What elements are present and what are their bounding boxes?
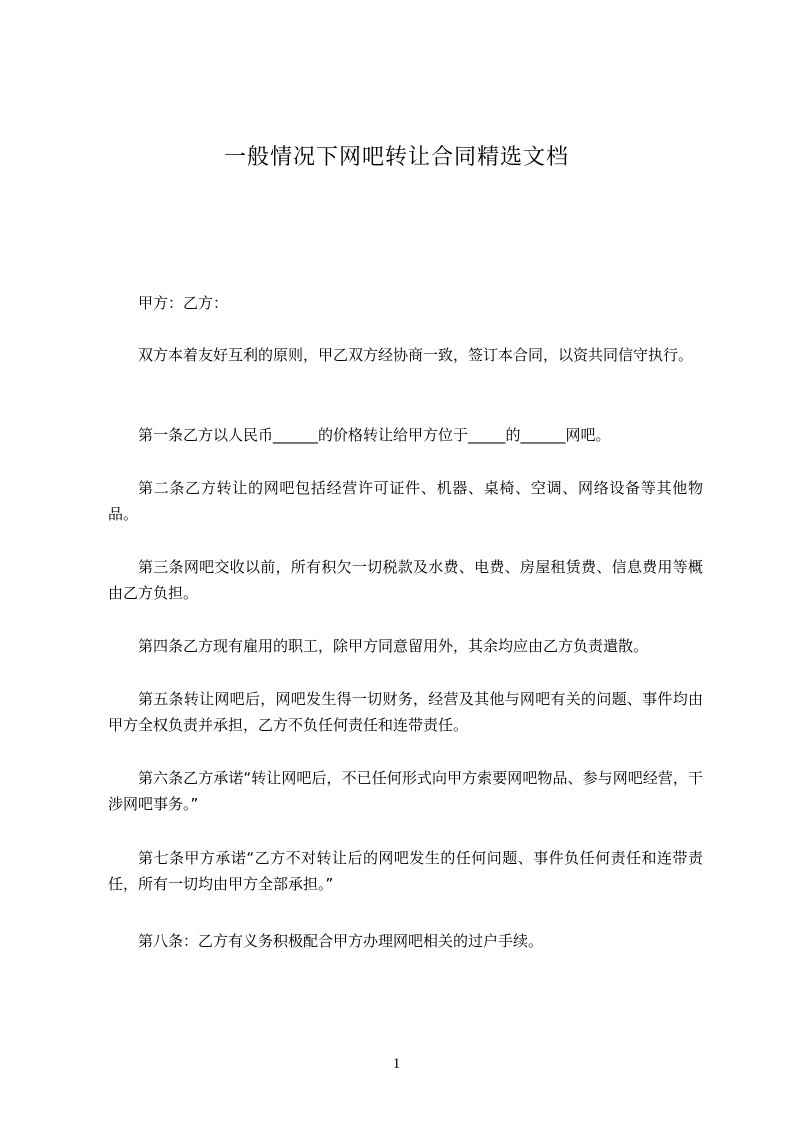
preamble-paragraph: 双方本着友好互利的原则，甲乙双方经协商一致，签订本合同，以资共同信守执行。 (138, 346, 694, 364)
parties-line: 甲方：乙方： (138, 294, 229, 312)
page-number: 1 (392, 1056, 401, 1072)
document-title: 一般情况下网吧转让合同精选文档 (223, 145, 569, 170)
article-8-paragraph: 第八条：乙方有义务积极配合甲方办理网吧相关的过户手续。 (138, 932, 544, 950)
article-2-paragraph: 第二条乙方转让的网吧包括经营许可证件、机器、桌椅、空调、网络设备等其他物品。 (108, 479, 703, 523)
article-1-paragraph: 第一条乙方以人民币______的价格转让给甲方位于_____的______网吧。 (138, 426, 611, 444)
article-3-paragraph: 第三条网吧交收以前，所有积欠一切税款及水费、电费、房屋租赁费、信息费用等概由乙方负担。 (108, 558, 703, 602)
article-5-paragraph: 第五条转让网吧后，网吧发生得一切财务，经营及其他与网吧有关的问题、事件均由甲方全权负责并承担，乙方不负任何责任和连带责任。 (108, 690, 703, 734)
article-7-paragraph: 第七条甲方承诺“乙方不对转让后的网吧发生的任何问题、事件负任何责任和连带责任，所有一切均由甲方全部承担。” (108, 849, 703, 893)
article-4-paragraph: 第四条乙方现有雇用的职工，除甲方同意留用外，其余均应由乙方负责遣散。 (138, 637, 649, 655)
article-6-paragraph: 第六条乙方承诺“转让网吧后，不已任何形式向甲方索要网吧物品、参与网吧经营，干涉网吧事务。” (108, 769, 703, 813)
